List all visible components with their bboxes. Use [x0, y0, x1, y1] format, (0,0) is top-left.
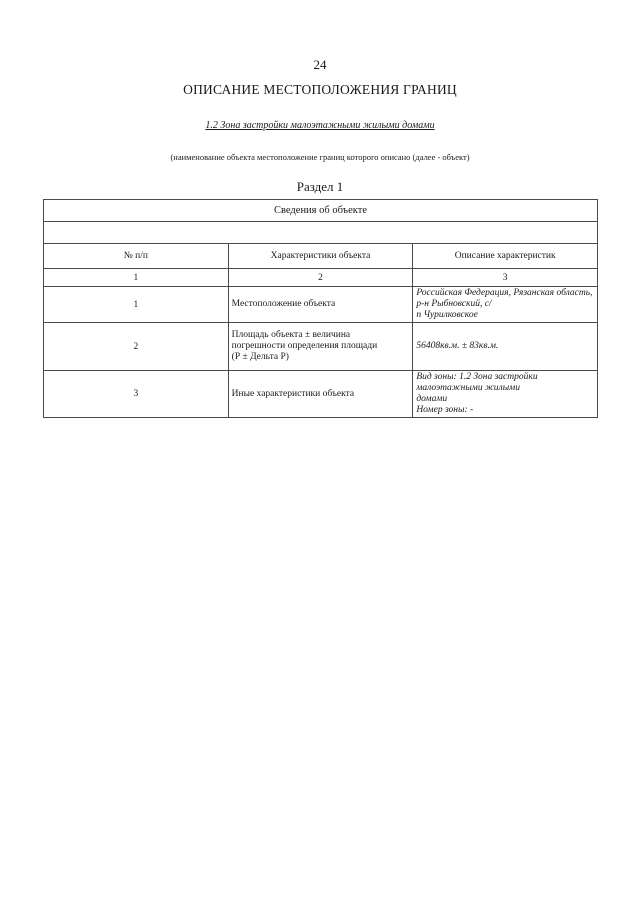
- row-characteristic: [228, 287, 413, 323]
- header-number: № п/п: [44, 244, 229, 269]
- row-number: 2: [44, 323, 229, 371]
- table-row: [44, 323, 598, 371]
- description-line: 56408кв.м. ± 83кв.м.: [416, 341, 499, 351]
- table-header-row: [44, 244, 598, 269]
- column-number: 2: [228, 269, 413, 287]
- row-characteristic: [228, 371, 413, 418]
- characteristic-line: Площадь объекта ± величина: [231, 330, 351, 340]
- section-title: Раздел 1: [296, 179, 344, 194]
- document-title: ОПИСАНИЕ МЕСТОПОЛОЖЕНИЯ ГРАНИЦ: [183, 82, 457, 97]
- object-name-text: 1.2 Зона застройки малоэтажными жилыми домами: [205, 120, 435, 131]
- header-description: Описание характеристик: [413, 244, 598, 269]
- object-name: [0, 120, 640, 131]
- description-line: п Чурилковское: [416, 310, 478, 320]
- page-number: 24: [313, 57, 327, 72]
- characteristic-line: Местоположение объекта: [231, 299, 336, 309]
- column-number: 3: [413, 269, 598, 287]
- characteristic-line: Иные характеристики объекта: [231, 388, 355, 399]
- table-spacer: [44, 222, 598, 244]
- table-row: [44, 287, 598, 323]
- table-row: [44, 371, 598, 418]
- header-characteristic: Характеристики объекта: [228, 244, 413, 269]
- table-spacer-row: [44, 222, 598, 244]
- column-number: 1: [44, 269, 229, 287]
- row-characteristic: [228, 323, 413, 371]
- characteristic-line: погрешности определения площади: [231, 341, 378, 351]
- row-description: [413, 371, 598, 418]
- characteristic-line: (Р ± Дельта Р): [231, 352, 289, 362]
- column-number-row: [44, 269, 598, 287]
- description-line: Номер зоны: -: [416, 405, 474, 415]
- row-description: [413, 323, 598, 371]
- row-description: [413, 287, 598, 323]
- description-line: домами: [416, 394, 448, 404]
- object-caption: (наименование объекта местоположение границ которого описано (далее - объект): [170, 152, 470, 162]
- object-info-table: [43, 199, 598, 418]
- description-line: Вид зоны: 1.2 Зона застройки малоэтажными жилыми: [416, 372, 538, 393]
- row-number: 3: [44, 371, 229, 418]
- description-line: Российская Федерация, Рязанская область, р-н Рыбновский, с/: [416, 288, 593, 309]
- table-banner: Сведения об объекте: [44, 200, 598, 222]
- table-banner-row: [44, 200, 598, 222]
- row-number: 1: [44, 287, 229, 323]
